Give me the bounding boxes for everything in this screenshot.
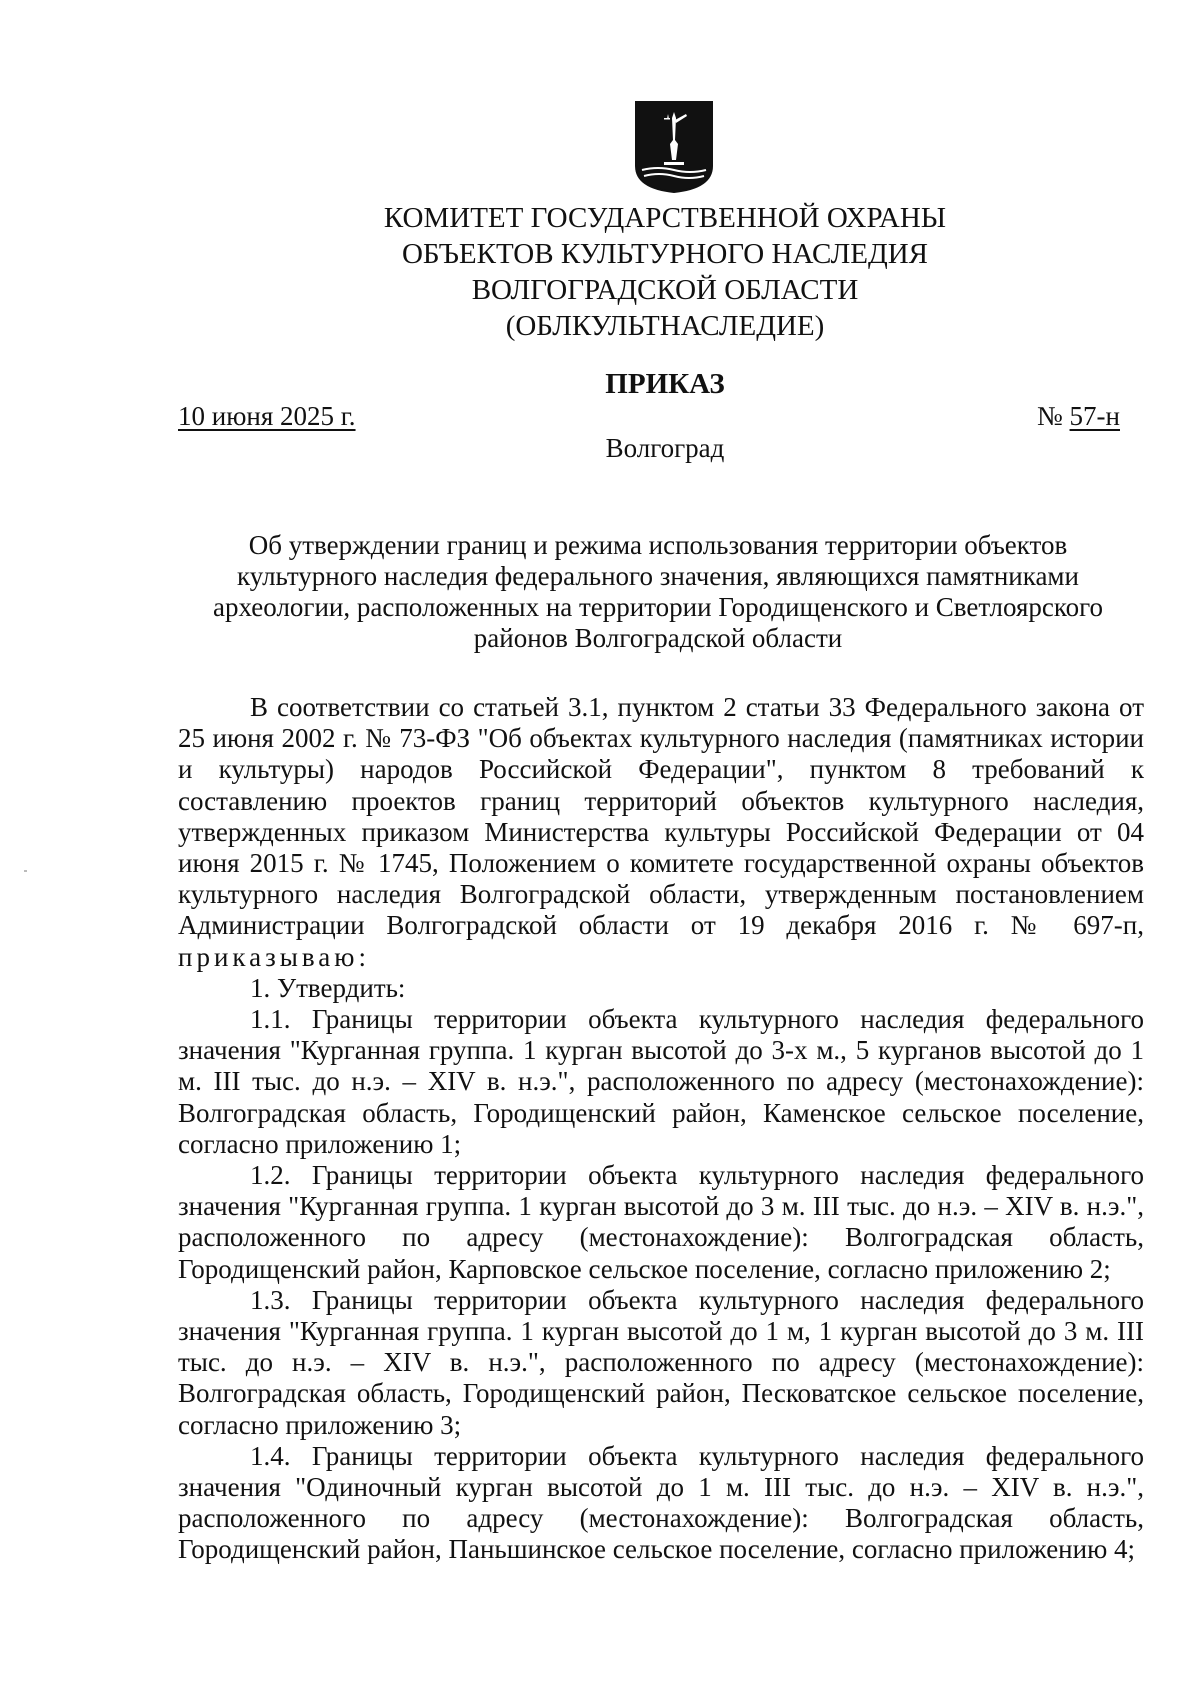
item-1-2: 1.2. Границы территории объекта культурного наследия федерального значения "Курганная группа. 1 курган высотой до 3 м. III тыс. до н.э. – XIV в. н.э.", расположенного по адресу (местонахождение): Волгоградская область, Городищенский район, Карповское сельское поселение, согласно приложению 2; bbox=[178, 1160, 1144, 1284]
preamble-text: В соответствии со статьей 3.1, пунктом 2 статьи 33 Федерального закона от 25 июня 2002 г. № 73-ФЗ "Об объектах культурного наследия (памятниках истории и культуры) народов Российской Федерации", пунктом 8 требований к составлению проектов границ территорий объектов культурного наследия, утвержденных приказом Министерства культуры Российской Федерации от 04 июня 2015 г. № 1745, Положением о комитете государственной охраны объектов культурного наследия Волгоградской области, утвержденным постановлением Администрации Волгоградской области от 19 декабря 2016 г. № 697-п, bbox=[178, 692, 1144, 941]
order-title: ПРИКАЗ bbox=[605, 368, 725, 400]
org-line-4: (ОБЛКУЛЬТНАСЛЕДИЕ) bbox=[505, 310, 825, 342]
order-date: 10 июня 2025 г. bbox=[178, 401, 356, 431]
order-city: Волгоград bbox=[605, 433, 725, 463]
item-1-1: 1.1. Границы территории объекта культурного наследия федерального значения "Курганная группа. 1 курган высотой до 3-х м., 5 курганов высотой до 1 м. III тыс. до н.э. – XIV в. н.э.", расположенного по адресу (местонахождение): Волгоградская область, Городищенский район, Каменское сельское поселение, согласно приложению 1; bbox=[178, 1004, 1144, 1159]
scan-speck bbox=[24, 870, 27, 872]
item-1-3: 1.3. Границы территории объекта культурного наследия федерального значения "Курганная группа. 1 курган высотой до 1 м, 1 курган высотой до 3 м. III тыс. до н.э. – XIV в. н.э.", расположенного по адресу (местонахождение): Волгоградская область, Городищенский район, Песковатское сельское поселение, согласно приложению 3; bbox=[178, 1284, 1144, 1440]
organization-name bbox=[200, 200, 1130, 344]
decree-word: приказываю: bbox=[178, 941, 370, 972]
coat-of-arms-icon bbox=[634, 100, 714, 194]
coat-of-arms-graphic bbox=[634, 100, 714, 194]
preamble-paragraph bbox=[178, 692, 1144, 973]
order-number-value: 57-н bbox=[1069, 401, 1120, 431]
item-1: 1. Утвердить: bbox=[250, 972, 406, 1003]
org-line-2: ОБЪЕКТОВ КУЛЬТУРНОГО НАСЛЕДИЯ bbox=[401, 238, 929, 270]
order-number bbox=[1037, 398, 1120, 434]
org-line-3: ВОЛГОГРАДСКОЙ ОБЛАСТИ bbox=[471, 274, 859, 306]
org-line-1: КОМИТЕТ ГОСУДАРСТВЕННОЙ ОХРАНЫ bbox=[383, 202, 947, 234]
item-1-4: 1.4. Границы территории объекта культурного наследия федерального значения "Одиночный курган высотой до 1 м. III тыс. до н.э. – XIV в. н.э.", расположенного по адресу (местонахождение): Волгоградская область, Городищенский район, Паньшинское сельское поселение, согласно приложению 4; bbox=[178, 1440, 1144, 1565]
order-body bbox=[178, 692, 1144, 1566]
order-subject: Об утверждении границ и режима использования территории объектов культурного наследия федерального значения, являющихся памятниками археологии, расположенных на территории Городищенского и Светлоярского районов Волгоградской области bbox=[213, 530, 1103, 653]
order-number-prefix: № bbox=[1037, 401, 1070, 431]
